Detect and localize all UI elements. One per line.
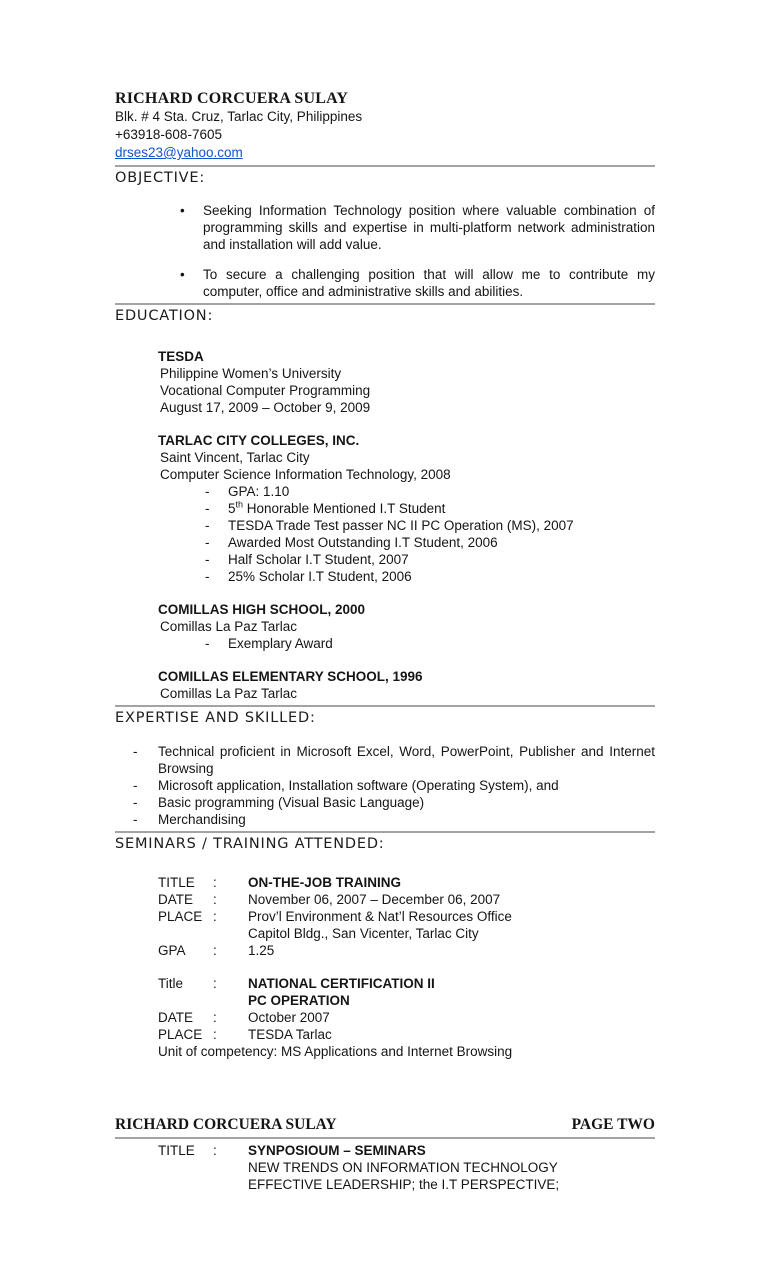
education-sub-item-text: Honorable Mentioned I.T Student	[243, 501, 446, 516]
expertise-item: - Basic programming (Visual Basic Language)	[133, 794, 655, 811]
seminar-row-colon: :	[213, 976, 217, 991]
education-entry-line: Computer Science Information Technology, 2008	[160, 467, 451, 482]
seminar-row-label: TITLE	[158, 875, 195, 890]
address-line: Blk. # 4 Sta. Cruz, Tarlac City, Philippines	[115, 109, 363, 124]
divider-page-two	[115, 1137, 655, 1139]
education-sub-list	[158, 635, 655, 652]
education-sub-item: - GPA: 1.10	[205, 483, 655, 500]
seminar-row	[158, 891, 655, 908]
seminar-row-label	[158, 992, 213, 1009]
education-entry	[158, 432, 655, 585]
seminar-row-colon: :	[213, 909, 217, 924]
education-entry	[158, 601, 655, 652]
seminar-row-colon	[213, 1176, 248, 1193]
seminar-row-value: November 06, 2007 – December 06, 2007	[248, 892, 501, 907]
seminar-row-colon	[213, 925, 248, 942]
seminar-row-colon: :	[213, 943, 217, 958]
section-objective-heading: OBJECTIVE:	[115, 170, 206, 186]
seminar-row-label: DATE	[158, 892, 194, 907]
seminar-row	[158, 925, 655, 942]
education-sub-item	[205, 500, 655, 517]
seminar-row	[158, 1009, 655, 1026]
seminar-row-label	[158, 925, 213, 942]
seminar-row-value: TESDA Tarlac	[248, 1027, 332, 1042]
seminar-row-value: NATIONAL CERTIFICATION II	[248, 976, 435, 991]
page-two-name: RICHARD CORCUERA SULAY	[115, 1116, 337, 1133]
education-entry-line: Philippine Women’s University	[160, 366, 342, 381]
seminar-row-label: TITLE	[158, 1143, 195, 1158]
page-two-rows	[158, 1142, 655, 1193]
expertise-item: - Microsoft application, Installation software (Operating System), and	[133, 777, 655, 794]
email-row	[115, 144, 655, 162]
seminar-row-label: DATE	[158, 1010, 194, 1025]
seminar-row	[158, 992, 655, 1009]
page-two-header	[115, 1116, 655, 1134]
seminar-row	[158, 1026, 655, 1043]
education-sub-list	[158, 483, 655, 585]
objective-bullet: • To secure a challenging position that will allow me to contribute my computer, office and administrative skills and abilities.	[203, 266, 655, 300]
phone-line: +63918-608-7605	[115, 127, 222, 142]
seminar-row-colon: :	[213, 1027, 217, 1042]
education-sub-item: - Exemplary Award	[205, 635, 655, 652]
education-sub-item: - Awarded Most Outstanding I.T Student, 2006	[205, 534, 655, 551]
ordinal-number: 5	[228, 501, 236, 516]
expertise-item: - Technical proficient in Microsoft Excel, Word, PowerPoint, Publisher and Internet Browsing	[133, 743, 655, 777]
seminar-row-value: Prov’l Environment & Nat’l Resources Office	[248, 909, 512, 924]
seminar-row	[158, 1176, 655, 1193]
seminar-row-colon	[213, 1159, 248, 1176]
education-entry-title: TARLAC CITY COLLEGES, INC.	[158, 433, 360, 448]
education-entry	[158, 348, 655, 416]
section-expertise-heading: EXPERTISE AND SKILLED:	[115, 710, 316, 726]
name-header: RICHARD CORCUERA SULAY	[115, 90, 349, 107]
expertise-list	[133, 743, 655, 828]
education-entry-title: TESDA	[158, 349, 204, 364]
seminar-row	[158, 874, 655, 891]
seminar-row-colon: :	[213, 1010, 217, 1025]
seminar-row-value: NEW TRENDS ON INFORMATION TECHNOLOGY	[248, 1160, 558, 1175]
seminar-row	[158, 975, 655, 992]
education-entry-line: Vocational Computer Programming	[160, 383, 371, 398]
education-sub-item: - 25% Scholar I.T Student, 2006	[205, 568, 655, 585]
education-entry-line: August 17, 2009 – October 9, 2009	[160, 400, 371, 415]
seminar-row-label	[158, 1159, 213, 1176]
seminar-row	[158, 942, 655, 959]
seminar-row	[158, 1142, 655, 1159]
expertise-item: - Merchandising	[133, 811, 655, 828]
section-seminars-heading: SEMINARS / TRAINING ATTENDED:	[115, 836, 385, 852]
education-entry-line: Comillas La Paz Tarlac	[160, 686, 298, 701]
seminar-row-colon: :	[213, 892, 217, 907]
seminar-entry	[158, 874, 655, 959]
seminar-row	[158, 1159, 655, 1176]
seminar-row-value: EFFECTIVE LEADERSHIP; the I.T PERSPECTIVE;	[248, 1177, 560, 1192]
seminar-row-value: October 2007	[248, 1010, 330, 1025]
seminar-note: Unit of competency: MS Applications and Internet Browsing	[158, 1044, 513, 1059]
objective-bullet: • Seeking Information Technology position where valuable combination of programming skills and expertise in multi-platform network administration and installation will add value.	[203, 202, 655, 253]
ordinal-suffix: th	[235, 499, 244, 510]
seminar-row-label: PLACE	[158, 1027, 203, 1042]
seminar-row-value: 1.25	[248, 943, 275, 958]
seminar-row-colon: :	[213, 875, 217, 890]
education-section	[158, 348, 655, 702]
education-entry-line: Comillas La Paz Tarlac	[160, 619, 298, 634]
seminar-row	[158, 908, 655, 925]
seminar-row-value: PC OPERATION	[248, 993, 350, 1008]
seminar-row-colon: :	[213, 1143, 217, 1158]
education-sub-item: - Half Scholar I.T Student, 2007	[205, 551, 655, 568]
seminar-row-value: ON-THE-JOB TRAINING	[248, 875, 401, 890]
seminar-row-colon	[213, 992, 248, 1009]
seminar-row-label: PLACE	[158, 909, 203, 924]
education-sub-item: - TESDA Trade Test passer NC II PC Operation (MS), 2007	[205, 517, 655, 534]
education-entry-title: COMILLAS ELEMENTARY SCHOOL, 1996	[158, 669, 423, 684]
email-link[interactable]: drses23@yahoo.com	[115, 145, 243, 160]
seminar-row-label: GPA	[158, 943, 186, 958]
seminar-row-label	[158, 1176, 213, 1193]
seminar-row-value: Capitol Bldg., San Vicenter, Tarlac City	[248, 926, 479, 941]
seminar-entry	[158, 975, 655, 1060]
education-entry-title: COMILLAS HIGH SCHOOL, 2000	[158, 602, 366, 617]
page-two-label: PAGE TWO	[571, 1116, 655, 1133]
objective-list	[115, 202, 655, 300]
education-entry-line: Saint Vincent, Tarlac City	[160, 450, 310, 465]
seminar-row-value: SYNPOSIOUM – SEMINARS	[248, 1143, 426, 1158]
education-entry	[158, 668, 655, 702]
section-education-heading: EDUCATION:	[115, 308, 214, 324]
seminar-row-label: Title	[158, 976, 184, 991]
